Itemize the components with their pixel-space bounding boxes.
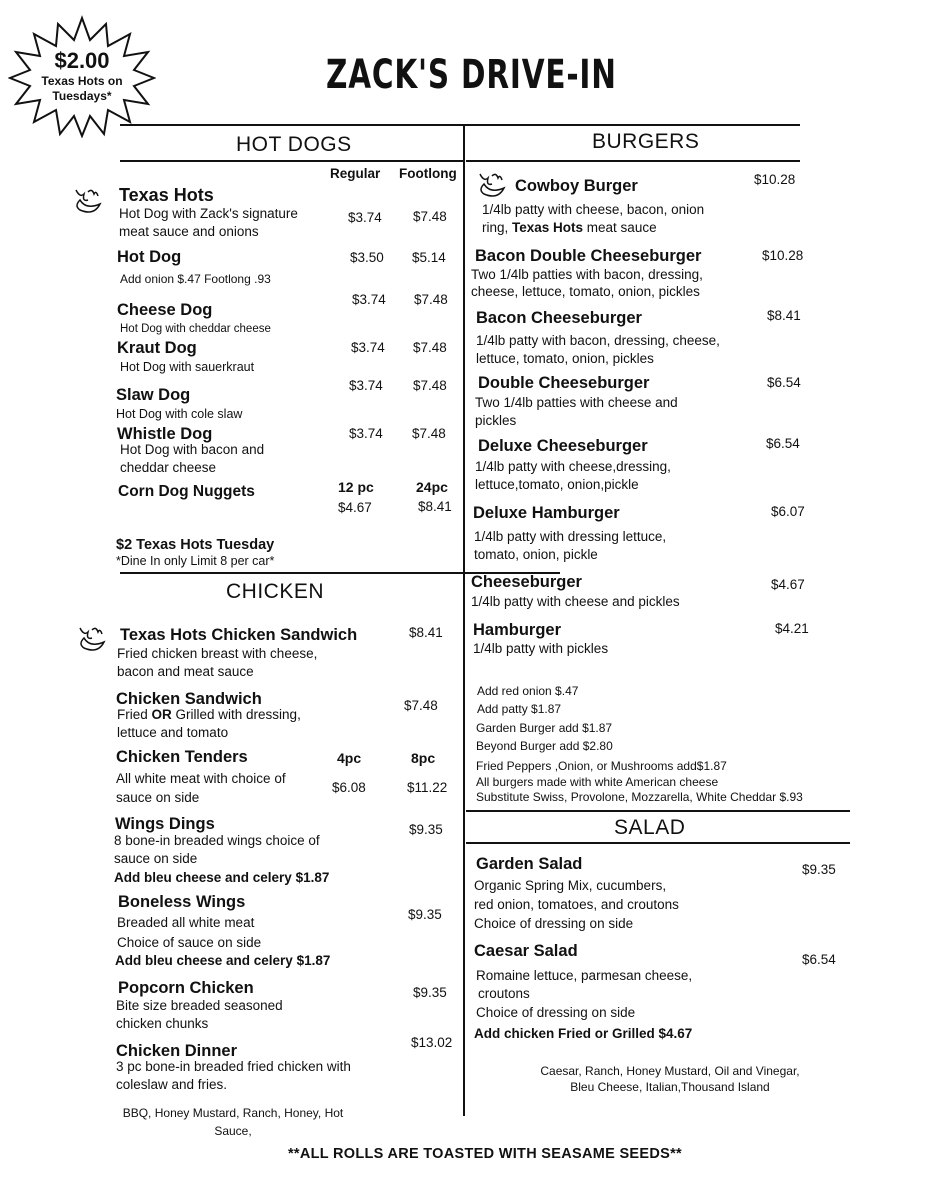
item-desc: red onion, tomatoes, and croutons bbox=[474, 897, 679, 912]
col-4pc: 4pc bbox=[337, 750, 362, 766]
item-price: $10.28 bbox=[754, 172, 796, 187]
item-price-regular: $3.74 bbox=[351, 340, 385, 355]
item-price: $6.07 bbox=[771, 504, 805, 519]
item-desc: 3 pc bone-in breaded fried chicken with coleslaw and fries. bbox=[116, 1059, 351, 1092]
item-price-footlong: $7.48 bbox=[413, 209, 447, 224]
item-price: $8.41 bbox=[767, 308, 801, 323]
item-name: Bacon Double Cheeseburger bbox=[475, 247, 702, 265]
item-desc: 1/4lb patty with pickles bbox=[473, 641, 609, 656]
item-desc: Bite size breaded seasoned chicken chunks bbox=[116, 998, 283, 1031]
item-price-footlong: $7.48 bbox=[413, 340, 447, 355]
promo-starburst bbox=[8, 14, 156, 138]
item-desc: 1/4lb patty with cheese and pickles bbox=[471, 594, 680, 609]
item-desc: All white meat with choice of sauce on side bbox=[116, 771, 286, 805]
item-name: Texas Hots Chicken Sandwich bbox=[120, 626, 358, 644]
item-name: Popcorn Chicken bbox=[118, 979, 254, 997]
item-name: Double Cheeseburger bbox=[478, 374, 650, 392]
page-title: ZACK'S DRIVE-IN bbox=[326, 52, 617, 98]
item-desc: Fried OR Grilled with dressing, lettuce and tomato bbox=[117, 707, 301, 740]
item-name: Caesar Salad bbox=[474, 942, 578, 960]
salad-addon: Add chicken Fried or Grilled $4.67 bbox=[474, 1026, 693, 1041]
item-price: $8.41 bbox=[409, 625, 443, 640]
hotdogs-header: HOT DOGS bbox=[236, 133, 352, 156]
salad-rule-bottom bbox=[466, 842, 850, 844]
burgers-rule bbox=[466, 160, 800, 162]
item-price-regular: $3.74 bbox=[352, 292, 386, 307]
item-price: $10.28 bbox=[762, 248, 804, 263]
burger-addon: Substitute Swiss, Provolone, Mozzarella, White Cheddar $.93 bbox=[476, 790, 803, 804]
item-addon: Add bleu cheese and celery $1.87 bbox=[115, 953, 331, 968]
item-price: $13.02 bbox=[411, 1035, 453, 1050]
footer-note: **ALL ROLLS ARE TOASTED WITH SEASAME SEEDS** bbox=[287, 1146, 682, 1162]
salad-rule-top bbox=[466, 810, 850, 812]
col-8pc: 8pc bbox=[411, 750, 436, 766]
item-name: Cowboy Burger bbox=[515, 177, 638, 195]
item-price-24pc: $8.41 bbox=[418, 499, 452, 514]
item-name: Cheeseburger bbox=[471, 573, 582, 591]
salad-dressings: Bleu Cheese, Italian,Thousand Island bbox=[570, 1080, 770, 1094]
item-name: Hot Dog bbox=[117, 248, 182, 266]
item-desc: 1/4lb patty with bacon, dressing, cheese, lettuce, tomato, onion, pickles bbox=[476, 333, 720, 366]
item-price-12pc: $4.67 bbox=[338, 500, 372, 515]
item-name: Kraut Dog bbox=[117, 339, 197, 357]
top-rule bbox=[120, 124, 800, 126]
item-desc: 1/4lb patty with cheese, bacon, onion ring, Texas Hots meat sauce bbox=[482, 202, 705, 235]
item-price-regular: $3.74 bbox=[349, 426, 383, 441]
item-name: Bacon Cheeseburger bbox=[476, 309, 642, 327]
item-desc: 1/4lb patty with dressing lettuce, tomato, onion, pickle bbox=[474, 529, 667, 562]
item-price-4pc: $6.08 bbox=[332, 780, 366, 795]
tuesday-title: $2 Texas Hots Tuesday bbox=[116, 537, 275, 553]
item-desc: 8 bone-in breaded wings choice of sauce on side bbox=[114, 833, 320, 866]
burger-addon: Fried Peppers ,Onion, or Mushrooms add$1.87 bbox=[476, 759, 727, 773]
burger-addon: Add red onion $.47 bbox=[477, 684, 579, 698]
item-desc: Fried chicken breast with cheese, bacon and meat sauce bbox=[117, 646, 318, 679]
item-price: $6.54 bbox=[766, 436, 800, 451]
burger-addon: All burgers made with white American cheese bbox=[476, 775, 719, 789]
item-price-regular: $3.74 bbox=[348, 210, 382, 225]
item-price-8pc: $11.22 bbox=[407, 780, 448, 795]
tuesday-note: *Dine In only Limit 8 per car* bbox=[116, 554, 275, 568]
item-desc: Two 1/4lb patties with cheese and pickles bbox=[475, 395, 678, 428]
col-24pc: 24pc bbox=[416, 479, 448, 495]
hotdogs-rule bbox=[120, 160, 464, 162]
item-price: $9.35 bbox=[413, 985, 447, 1000]
item-price-footlong: $7.48 bbox=[412, 426, 446, 441]
item-name: Cheese Dog bbox=[117, 301, 213, 319]
pepper-icon bbox=[70, 186, 104, 223]
item-name: Chicken Tenders bbox=[116, 748, 248, 766]
item-price: $6.54 bbox=[767, 375, 801, 390]
chicken-header: CHICKEN bbox=[226, 580, 325, 603]
col-footlong: Footlong bbox=[399, 166, 457, 181]
item-name: Chicken Sandwich bbox=[116, 690, 262, 708]
item-desc: Breaded all white meat Choice of sauce on side bbox=[117, 915, 262, 950]
item-price: $4.21 bbox=[775, 621, 809, 636]
item-desc: 1/4lb patty with cheese,dressing, lettuce,tomato, onion,pickle bbox=[475, 459, 671, 492]
item-desc: Hot Dog with Zack's signature meat sauce and onions bbox=[119, 206, 298, 239]
promo-price: $2.00 bbox=[54, 48, 110, 73]
item-desc: Hot Dog with cole slaw bbox=[116, 407, 243, 421]
burger-addon: Beyond Burger add $2.80 bbox=[476, 739, 613, 753]
item-desc: Two 1/4lb patties with bacon, dressing, cheese, lettuce, tomato, onion, pickles bbox=[471, 267, 703, 299]
col-regular: Regular bbox=[330, 166, 381, 181]
promo-line-2: Tuesdays* bbox=[52, 89, 112, 103]
burger-addon: Garden Burger add $1.87 bbox=[476, 721, 613, 735]
salad-header: SALAD bbox=[614, 816, 686, 839]
item-desc: Add onion $.47 Footlong .93 bbox=[120, 272, 271, 286]
pepper-icon bbox=[74, 624, 108, 661]
item-price: $4.67 bbox=[771, 577, 805, 592]
chicken-sauces: BBQ, Honey Mustard, Ranch, Honey, Hot Sauce, bbox=[122, 1106, 344, 1138]
item-price: $7.48 bbox=[404, 698, 438, 713]
item-price: $9.35 bbox=[802, 862, 836, 877]
item-price: $9.35 bbox=[409, 822, 443, 837]
item-price-footlong: $5.14 bbox=[412, 250, 446, 265]
item-desc: Hot Dog with cheddar cheese bbox=[120, 323, 271, 335]
item-name: Boneless Wings bbox=[118, 893, 246, 911]
item-desc: Organic Spring Mix, cucumbers, bbox=[474, 878, 667, 893]
item-desc: Romaine lettuce, parmesan cheese, bbox=[476, 968, 693, 983]
promo-line-1: Texas Hots on bbox=[41, 74, 123, 88]
item-desc: Choice of dressing on side bbox=[474, 916, 634, 931]
item-price: $6.54 bbox=[802, 952, 836, 967]
item-name: Texas Hots bbox=[119, 185, 214, 205]
item-price-regular: $3.50 bbox=[350, 250, 384, 265]
item-price-regular: $3.74 bbox=[349, 378, 383, 393]
item-name: Wings Dings bbox=[115, 815, 215, 833]
item-name: Chicken Dinner bbox=[116, 1042, 238, 1060]
item-name: Slaw Dog bbox=[116, 386, 191, 404]
item-price: $9.35 bbox=[408, 907, 442, 922]
center-divider bbox=[463, 126, 465, 1116]
burger-addon: Add patty $1.87 bbox=[477, 702, 562, 716]
item-name: Garden Salad bbox=[476, 855, 583, 873]
item-name: Deluxe Cheeseburger bbox=[478, 437, 648, 455]
item-desc: Hot Dog with bacon and cheddar cheese bbox=[120, 442, 265, 475]
salad-dressings: Caesar, Ranch, Honey Mustard, Oil and Vinegar, bbox=[540, 1064, 800, 1078]
col-12pc: 12 pc bbox=[338, 479, 374, 495]
burgers-header: BURGERS bbox=[592, 130, 700, 153]
item-desc: croutons bbox=[478, 986, 530, 1001]
item-name: Hamburger bbox=[473, 621, 562, 639]
item-price-footlong: $7.48 bbox=[414, 292, 448, 307]
item-name: Whistle Dog bbox=[117, 425, 213, 443]
item-desc: Hot Dog with sauerkraut bbox=[120, 360, 255, 374]
item-name: Deluxe Hamburger bbox=[473, 504, 620, 522]
item-name: Corn Dog Nuggets bbox=[118, 483, 255, 500]
item-desc: Choice of dressing on side bbox=[476, 1005, 636, 1020]
item-price-footlong: $7.48 bbox=[413, 378, 447, 393]
item-addon: Add bleu cheese and celery $1.87 bbox=[114, 870, 330, 885]
